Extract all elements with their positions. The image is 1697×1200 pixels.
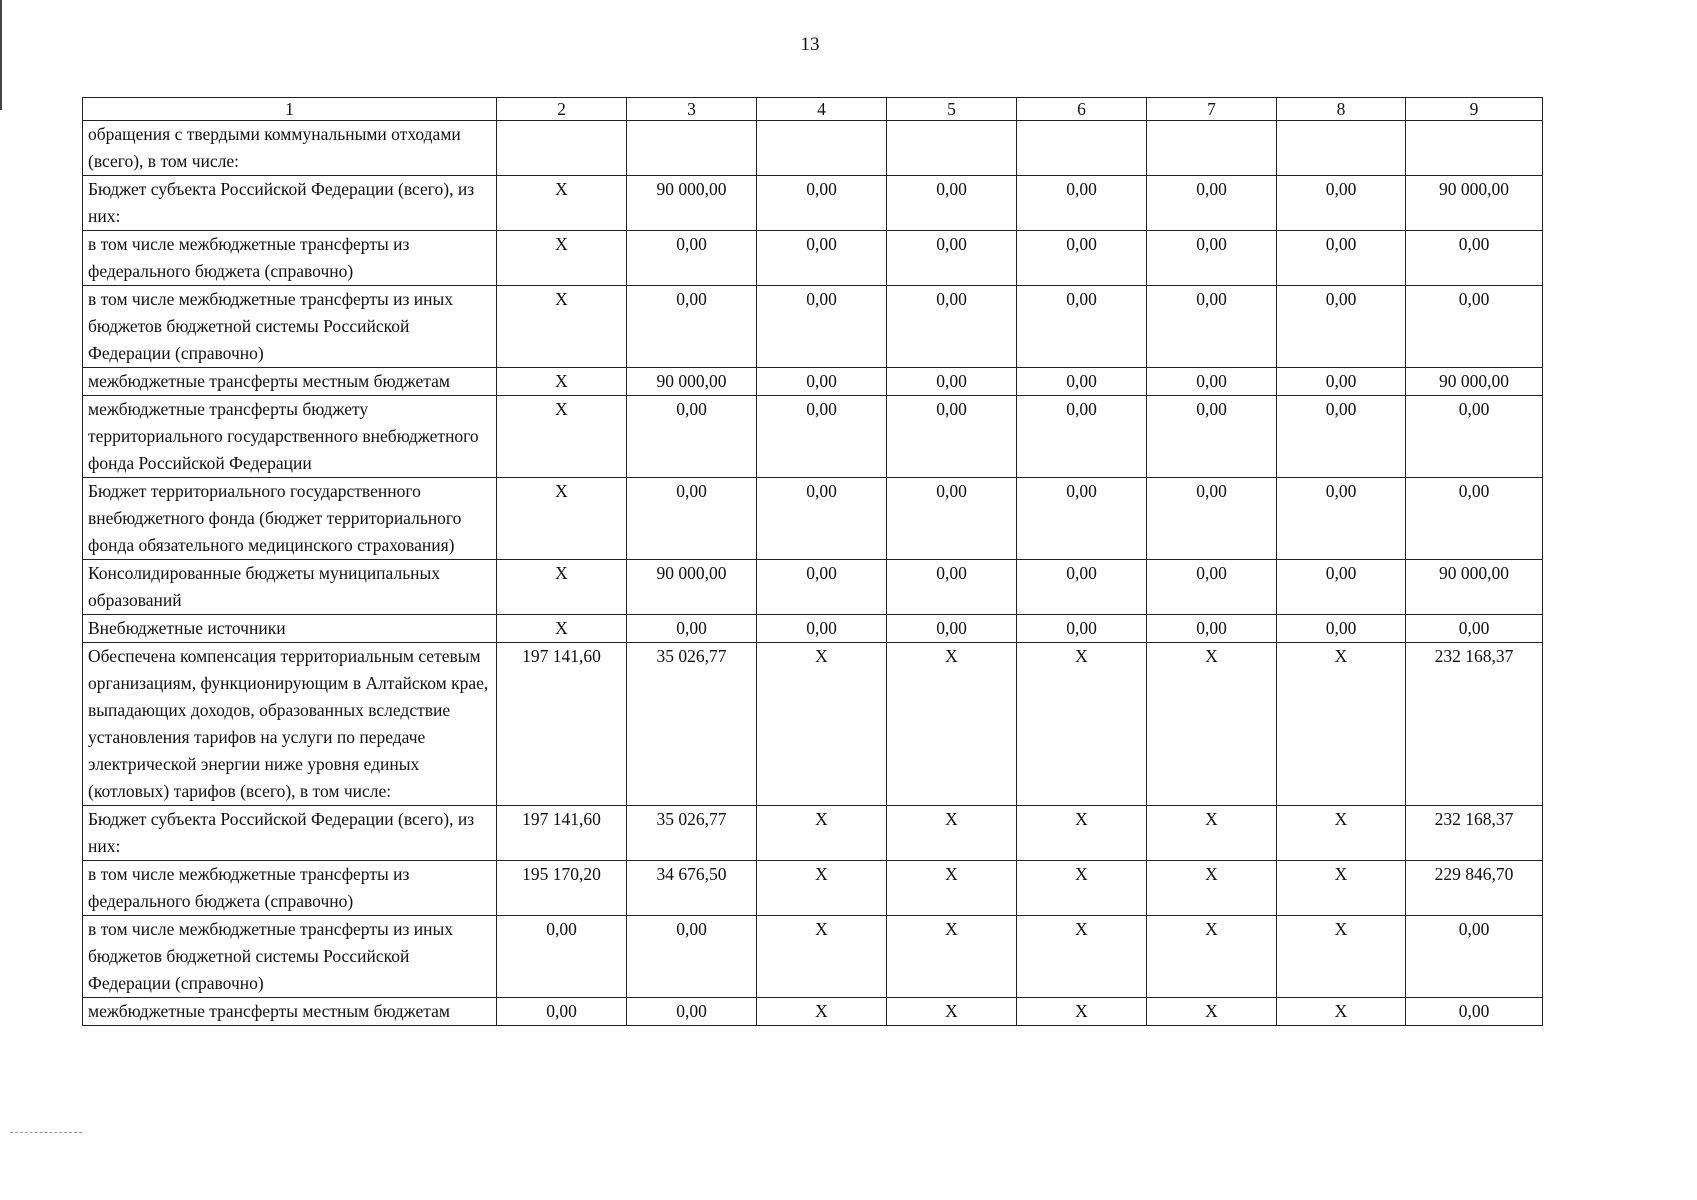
value-cell-col-7 bbox=[1147, 121, 1277, 176]
value-cell-col-5: X bbox=[887, 643, 1017, 806]
value-cell-col-2: X bbox=[497, 231, 627, 286]
scan-left-edge bbox=[0, 0, 2, 110]
value-cell-col-9: 90 000,00 bbox=[1406, 176, 1543, 231]
value-cell-col-3: 35 026,77 bbox=[627, 643, 757, 806]
value-cell-col-5: 0,00 bbox=[887, 396, 1017, 478]
header-cell-7: 7 bbox=[1147, 98, 1277, 121]
value-cell-col-2: 197 141,60 bbox=[497, 643, 627, 806]
value-cell-col-6: X bbox=[1017, 998, 1147, 1026]
value-cell-col-8: 0,00 bbox=[1277, 478, 1406, 560]
value-cell-col-4: 0,00 bbox=[757, 478, 887, 560]
value-cell-col-8: 0,00 bbox=[1277, 286, 1406, 368]
value-cell-col-6: 0,00 bbox=[1017, 231, 1147, 286]
value-cell-col-6 bbox=[1017, 121, 1147, 176]
row-label-cell: в том числе межбюджетные трансферты из иных бюджетов бюджетной системы Российской Федерации (справочно) bbox=[83, 916, 497, 998]
value-cell-col-8: 0,00 bbox=[1277, 368, 1406, 396]
value-cell-col-6: X bbox=[1017, 916, 1147, 998]
value-cell-col-9: 0,00 bbox=[1406, 615, 1543, 643]
value-cell-col-8: X bbox=[1277, 643, 1406, 806]
value-cell-col-7: X bbox=[1147, 998, 1277, 1026]
value-cell-col-3: 90 000,00 bbox=[627, 368, 757, 396]
value-cell-col-2: 195 170,20 bbox=[497, 861, 627, 916]
row-label-cell: Обеспечена компенсация территориальным сетевым организациям, функционирующим в Алтайском крае, выпадающих доходов, образованных вследствие установления тарифов на услуги по передаче электрической энергии ниже уровня единых (котловых) тарифов (всего), в том числе: bbox=[83, 643, 497, 806]
value-cell-col-4: 0,00 bbox=[757, 560, 887, 615]
value-cell-col-9: 229 846,70 bbox=[1406, 861, 1543, 916]
value-cell-col-3: 90 000,00 bbox=[627, 560, 757, 615]
value-cell-col-9: 0,00 bbox=[1406, 396, 1543, 478]
value-cell-col-8: 0,00 bbox=[1277, 615, 1406, 643]
value-cell-col-2: X bbox=[497, 286, 627, 368]
value-cell-col-7: 0,00 bbox=[1147, 286, 1277, 368]
table-row bbox=[83, 806, 1543, 861]
value-cell-col-6: X bbox=[1017, 861, 1147, 916]
value-cell-col-9: 90 000,00 bbox=[1406, 560, 1543, 615]
value-cell-col-2: X bbox=[497, 560, 627, 615]
row-label-cell: в том числе межбюджетные трансферты из иных бюджетов бюджетной системы Российской Федерации (справочно) bbox=[83, 286, 497, 368]
value-cell-col-7: X bbox=[1147, 643, 1277, 806]
value-cell-col-2: X bbox=[497, 368, 627, 396]
row-label-cell: в том числе межбюджетные трансферты из федерального бюджета (справочно) bbox=[83, 231, 497, 286]
scan-dashed-line bbox=[10, 1132, 82, 1133]
value-cell-col-5: X bbox=[887, 861, 1017, 916]
value-cell-col-7: 0,00 bbox=[1147, 396, 1277, 478]
value-cell-col-3: 0,00 bbox=[627, 396, 757, 478]
header-cell-3: 3 bbox=[627, 98, 757, 121]
value-cell-col-3: 0,00 bbox=[627, 998, 757, 1026]
header-cell-4: 4 bbox=[757, 98, 887, 121]
value-cell-col-7: 0,00 bbox=[1147, 368, 1277, 396]
value-cell-col-2: X bbox=[497, 176, 627, 231]
value-cell-col-4: X bbox=[757, 643, 887, 806]
value-cell-col-5: X bbox=[887, 998, 1017, 1026]
value-cell-col-3: 0,00 bbox=[627, 615, 757, 643]
value-cell-col-3: 0,00 bbox=[627, 286, 757, 368]
value-cell-col-2: 197 141,60 bbox=[497, 806, 627, 861]
value-cell-col-8: 0,00 bbox=[1277, 396, 1406, 478]
header-cell-8: 8 bbox=[1277, 98, 1406, 121]
row-label-cell: Консолидированные бюджеты муниципальных образований bbox=[83, 560, 497, 615]
value-cell-col-9: 232 168,37 bbox=[1406, 643, 1543, 806]
page-number: 13 bbox=[800, 34, 820, 55]
table-body bbox=[83, 121, 1543, 1026]
value-cell-col-4: 0,00 bbox=[757, 615, 887, 643]
value-cell-col-5: 0,00 bbox=[887, 286, 1017, 368]
value-cell-col-5: 0,00 bbox=[887, 615, 1017, 643]
table-row bbox=[83, 643, 1543, 806]
value-cell-col-4: 0,00 bbox=[757, 231, 887, 286]
header-cell-1: 1 bbox=[83, 98, 497, 121]
value-cell-col-9: 232 168,37 bbox=[1406, 806, 1543, 861]
value-cell-col-4: X bbox=[757, 916, 887, 998]
value-cell-col-6: 0,00 bbox=[1017, 560, 1147, 615]
value-cell-col-2: X bbox=[497, 615, 627, 643]
value-cell-col-7: X bbox=[1147, 916, 1277, 998]
row-label-cell: межбюджетные трансферты бюджету территориального государственного внебюджетного фонда Российской Федерации bbox=[83, 396, 497, 478]
table-row bbox=[83, 916, 1543, 998]
value-cell-col-8: 0,00 bbox=[1277, 231, 1406, 286]
table-header bbox=[83, 98, 1543, 121]
value-cell-col-4: 0,00 bbox=[757, 176, 887, 231]
value-cell-col-9: 0,00 bbox=[1406, 998, 1543, 1026]
row-label-cell: Бюджет субъекта Российской Федерации (всего), из них: bbox=[83, 176, 497, 231]
value-cell-col-8: X bbox=[1277, 806, 1406, 861]
value-cell-col-9: 0,00 bbox=[1406, 286, 1543, 368]
value-cell-col-3: 0,00 bbox=[627, 231, 757, 286]
table-row bbox=[83, 368, 1543, 396]
row-label-cell: обращения с твердыми коммунальными отходами (всего), в том числе: bbox=[83, 121, 497, 176]
header-cell-2: 2 bbox=[497, 98, 627, 121]
row-label-cell: Внебюджетные источники bbox=[83, 615, 497, 643]
value-cell-col-9 bbox=[1406, 121, 1543, 176]
value-cell-col-2: X bbox=[497, 478, 627, 560]
value-cell-col-7: X bbox=[1147, 806, 1277, 861]
value-cell-col-8: 0,00 bbox=[1277, 560, 1406, 615]
value-cell-col-9: 90 000,00 bbox=[1406, 368, 1543, 396]
row-label-cell: Бюджет территориального государственного внебюджетного фонда (бюджет территориального фонда обязательного медицинского страхования) bbox=[83, 478, 497, 560]
value-cell-col-5: 0,00 bbox=[887, 560, 1017, 615]
value-cell-col-6: 0,00 bbox=[1017, 396, 1147, 478]
table-row bbox=[83, 121, 1543, 176]
value-cell-col-2: 0,00 bbox=[497, 916, 627, 998]
value-cell-col-3: 34 676,50 bbox=[627, 861, 757, 916]
value-cell-col-9: 0,00 bbox=[1406, 478, 1543, 560]
header-cell-9: 9 bbox=[1406, 98, 1543, 121]
value-cell-col-4 bbox=[757, 121, 887, 176]
row-label-cell: межбюджетные трансферты местным бюджетам bbox=[83, 368, 497, 396]
value-cell-col-3: 35 026,77 bbox=[627, 806, 757, 861]
value-cell-col-3 bbox=[627, 121, 757, 176]
table-row bbox=[83, 176, 1543, 231]
value-cell-col-5: X bbox=[887, 916, 1017, 998]
header-row bbox=[83, 98, 1543, 121]
value-cell-col-6: X bbox=[1017, 643, 1147, 806]
value-cell-col-2: X bbox=[497, 396, 627, 478]
value-cell-col-7: 0,00 bbox=[1147, 478, 1277, 560]
value-cell-col-6: 0,00 bbox=[1017, 478, 1147, 560]
value-cell-col-2: 0,00 bbox=[497, 998, 627, 1026]
value-cell-col-7: 0,00 bbox=[1147, 231, 1277, 286]
budget-table bbox=[82, 97, 1543, 1026]
value-cell-col-9: 0,00 bbox=[1406, 231, 1543, 286]
value-cell-col-3: 90 000,00 bbox=[627, 176, 757, 231]
value-cell-col-6: 0,00 bbox=[1017, 368, 1147, 396]
value-cell-col-5: 0,00 bbox=[887, 231, 1017, 286]
value-cell-col-5: X bbox=[887, 806, 1017, 861]
value-cell-col-8: X bbox=[1277, 998, 1406, 1026]
value-cell-col-6: X bbox=[1017, 806, 1147, 861]
value-cell-col-5: 0,00 bbox=[887, 368, 1017, 396]
value-cell-col-4: 0,00 bbox=[757, 286, 887, 368]
value-cell-col-5 bbox=[887, 121, 1017, 176]
value-cell-col-7: 0,00 bbox=[1147, 176, 1277, 231]
table-row bbox=[83, 231, 1543, 286]
header-cell-6: 6 bbox=[1017, 98, 1147, 121]
value-cell-col-8: X bbox=[1277, 916, 1406, 998]
header-cell-5: 5 bbox=[887, 98, 1017, 121]
value-cell-col-6: 0,00 bbox=[1017, 176, 1147, 231]
row-label-cell: межбюджетные трансферты местным бюджетам bbox=[83, 998, 497, 1026]
table-row bbox=[83, 478, 1543, 560]
value-cell-col-4: 0,00 bbox=[757, 368, 887, 396]
table-row bbox=[83, 560, 1543, 615]
table-row bbox=[83, 861, 1543, 916]
value-cell-col-6: 0,00 bbox=[1017, 286, 1147, 368]
value-cell-col-4: X bbox=[757, 998, 887, 1026]
value-cell-col-6: 0,00 bbox=[1017, 615, 1147, 643]
table-row bbox=[83, 396, 1543, 478]
value-cell-col-9: 0,00 bbox=[1406, 916, 1543, 998]
row-label-cell: в том числе межбюджетные трансферты из федерального бюджета (справочно) bbox=[83, 861, 497, 916]
value-cell-col-2 bbox=[497, 121, 627, 176]
value-cell-col-5: 0,00 bbox=[887, 176, 1017, 231]
value-cell-col-5: 0,00 bbox=[887, 478, 1017, 560]
value-cell-col-4: X bbox=[757, 806, 887, 861]
value-cell-col-4: 0,00 bbox=[757, 396, 887, 478]
value-cell-col-3: 0,00 bbox=[627, 478, 757, 560]
row-label-cell: Бюджет субъекта Российской Федерации (всего), из них: bbox=[83, 806, 497, 861]
table-row bbox=[83, 286, 1543, 368]
value-cell-col-4: X bbox=[757, 861, 887, 916]
value-cell-col-8 bbox=[1277, 121, 1406, 176]
value-cell-col-8: 0,00 bbox=[1277, 176, 1406, 231]
value-cell-col-8: X bbox=[1277, 861, 1406, 916]
value-cell-col-7: 0,00 bbox=[1147, 615, 1277, 643]
table-row bbox=[83, 615, 1543, 643]
value-cell-col-7: 0,00 bbox=[1147, 560, 1277, 615]
table-row bbox=[83, 998, 1543, 1026]
value-cell-col-3: 0,00 bbox=[627, 916, 757, 998]
value-cell-col-7: X bbox=[1147, 861, 1277, 916]
